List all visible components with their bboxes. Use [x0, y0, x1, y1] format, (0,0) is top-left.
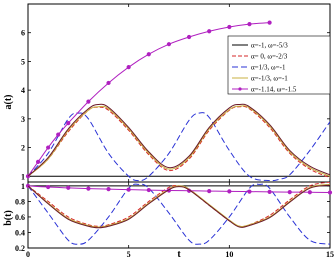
series-line-bottom-2 [28, 184, 330, 244]
series-point-top-4 [147, 53, 150, 56]
y-axis-label-top: a(t) [3, 94, 14, 110]
series-point-top-4 [57, 133, 60, 136]
series-point-top-4 [47, 146, 50, 149]
series-point-top-4 [268, 21, 271, 24]
y-tick-label: 0.4 [15, 228, 25, 238]
legend-entry-2: α=1/3, ω=-1 [251, 63, 286, 72]
series-line-bottom-1 [28, 182, 330, 227]
y-tick-label: 0.6 [15, 212, 25, 222]
x-tick-label: 0 [26, 250, 30, 258]
series-point-bottom-4 [328, 191, 331, 194]
series-point-bottom-4 [67, 186, 70, 189]
x-tick-label: 5 [126, 250, 131, 258]
series-point-top-4 [228, 25, 231, 28]
y-tick-label: 4 [21, 86, 25, 96]
series-point-bottom-4 [228, 190, 231, 193]
legend [228, 36, 330, 94]
series-point-bottom-4 [127, 188, 130, 191]
series-point-top-4 [187, 35, 190, 38]
y-tick-label: 6 [21, 28, 25, 38]
series-point-bottom-4 [208, 189, 211, 192]
x-axis-label: t [177, 249, 181, 258]
series-point-bottom-4 [107, 188, 110, 191]
series-point-bottom-4 [147, 188, 150, 191]
x-tick-label: 15 [326, 250, 334, 258]
y-tick-label: 5 [21, 57, 25, 67]
series-line-top-3 [28, 106, 330, 177]
series-point-bottom-4 [87, 187, 90, 190]
legend-marker-4 [238, 87, 241, 90]
series-point-bottom-4 [308, 191, 311, 194]
series-point-top-4 [36, 160, 39, 163]
y-tick-label: 3 [21, 114, 25, 124]
bottom-panel [15, 182, 334, 258]
y-tick-label: 1 [21, 181, 25, 191]
legend-entry-3: α=-1/3, ω=-1 [251, 74, 288, 83]
series-point-top-4 [127, 66, 130, 69]
legend-entry-4: α=-1.14, ω=-1.5 [251, 85, 297, 94]
x-tick-label: 10 [225, 250, 234, 258]
y-tick-label: 2 [21, 143, 25, 153]
series-point-top-4 [167, 43, 170, 46]
legend-entry-0: α=-1, ω=-5/3 [251, 41, 288, 50]
y-tick-label: 0.2 [15, 244, 25, 253]
series-point-bottom-4 [248, 190, 251, 193]
y-axis-label-bottom: b(t) [3, 210, 14, 226]
y-tick-label: 0.8 [15, 197, 25, 207]
series-point-bottom-4 [47, 185, 50, 188]
series-point-top-4 [87, 100, 90, 103]
series-point-top-4 [208, 30, 211, 33]
series-point-top-4 [107, 81, 110, 84]
series-point-top-4 [67, 122, 70, 125]
y-tick-label: 1 [21, 172, 25, 182]
legend-entry-1: α= 0, ω=-2/3 [251, 52, 288, 61]
series-point-bottom-4 [268, 190, 271, 193]
series-point-bottom-4 [288, 190, 291, 193]
series-line-bottom-5 [28, 185, 330, 228]
series-point-top-4 [248, 22, 251, 25]
